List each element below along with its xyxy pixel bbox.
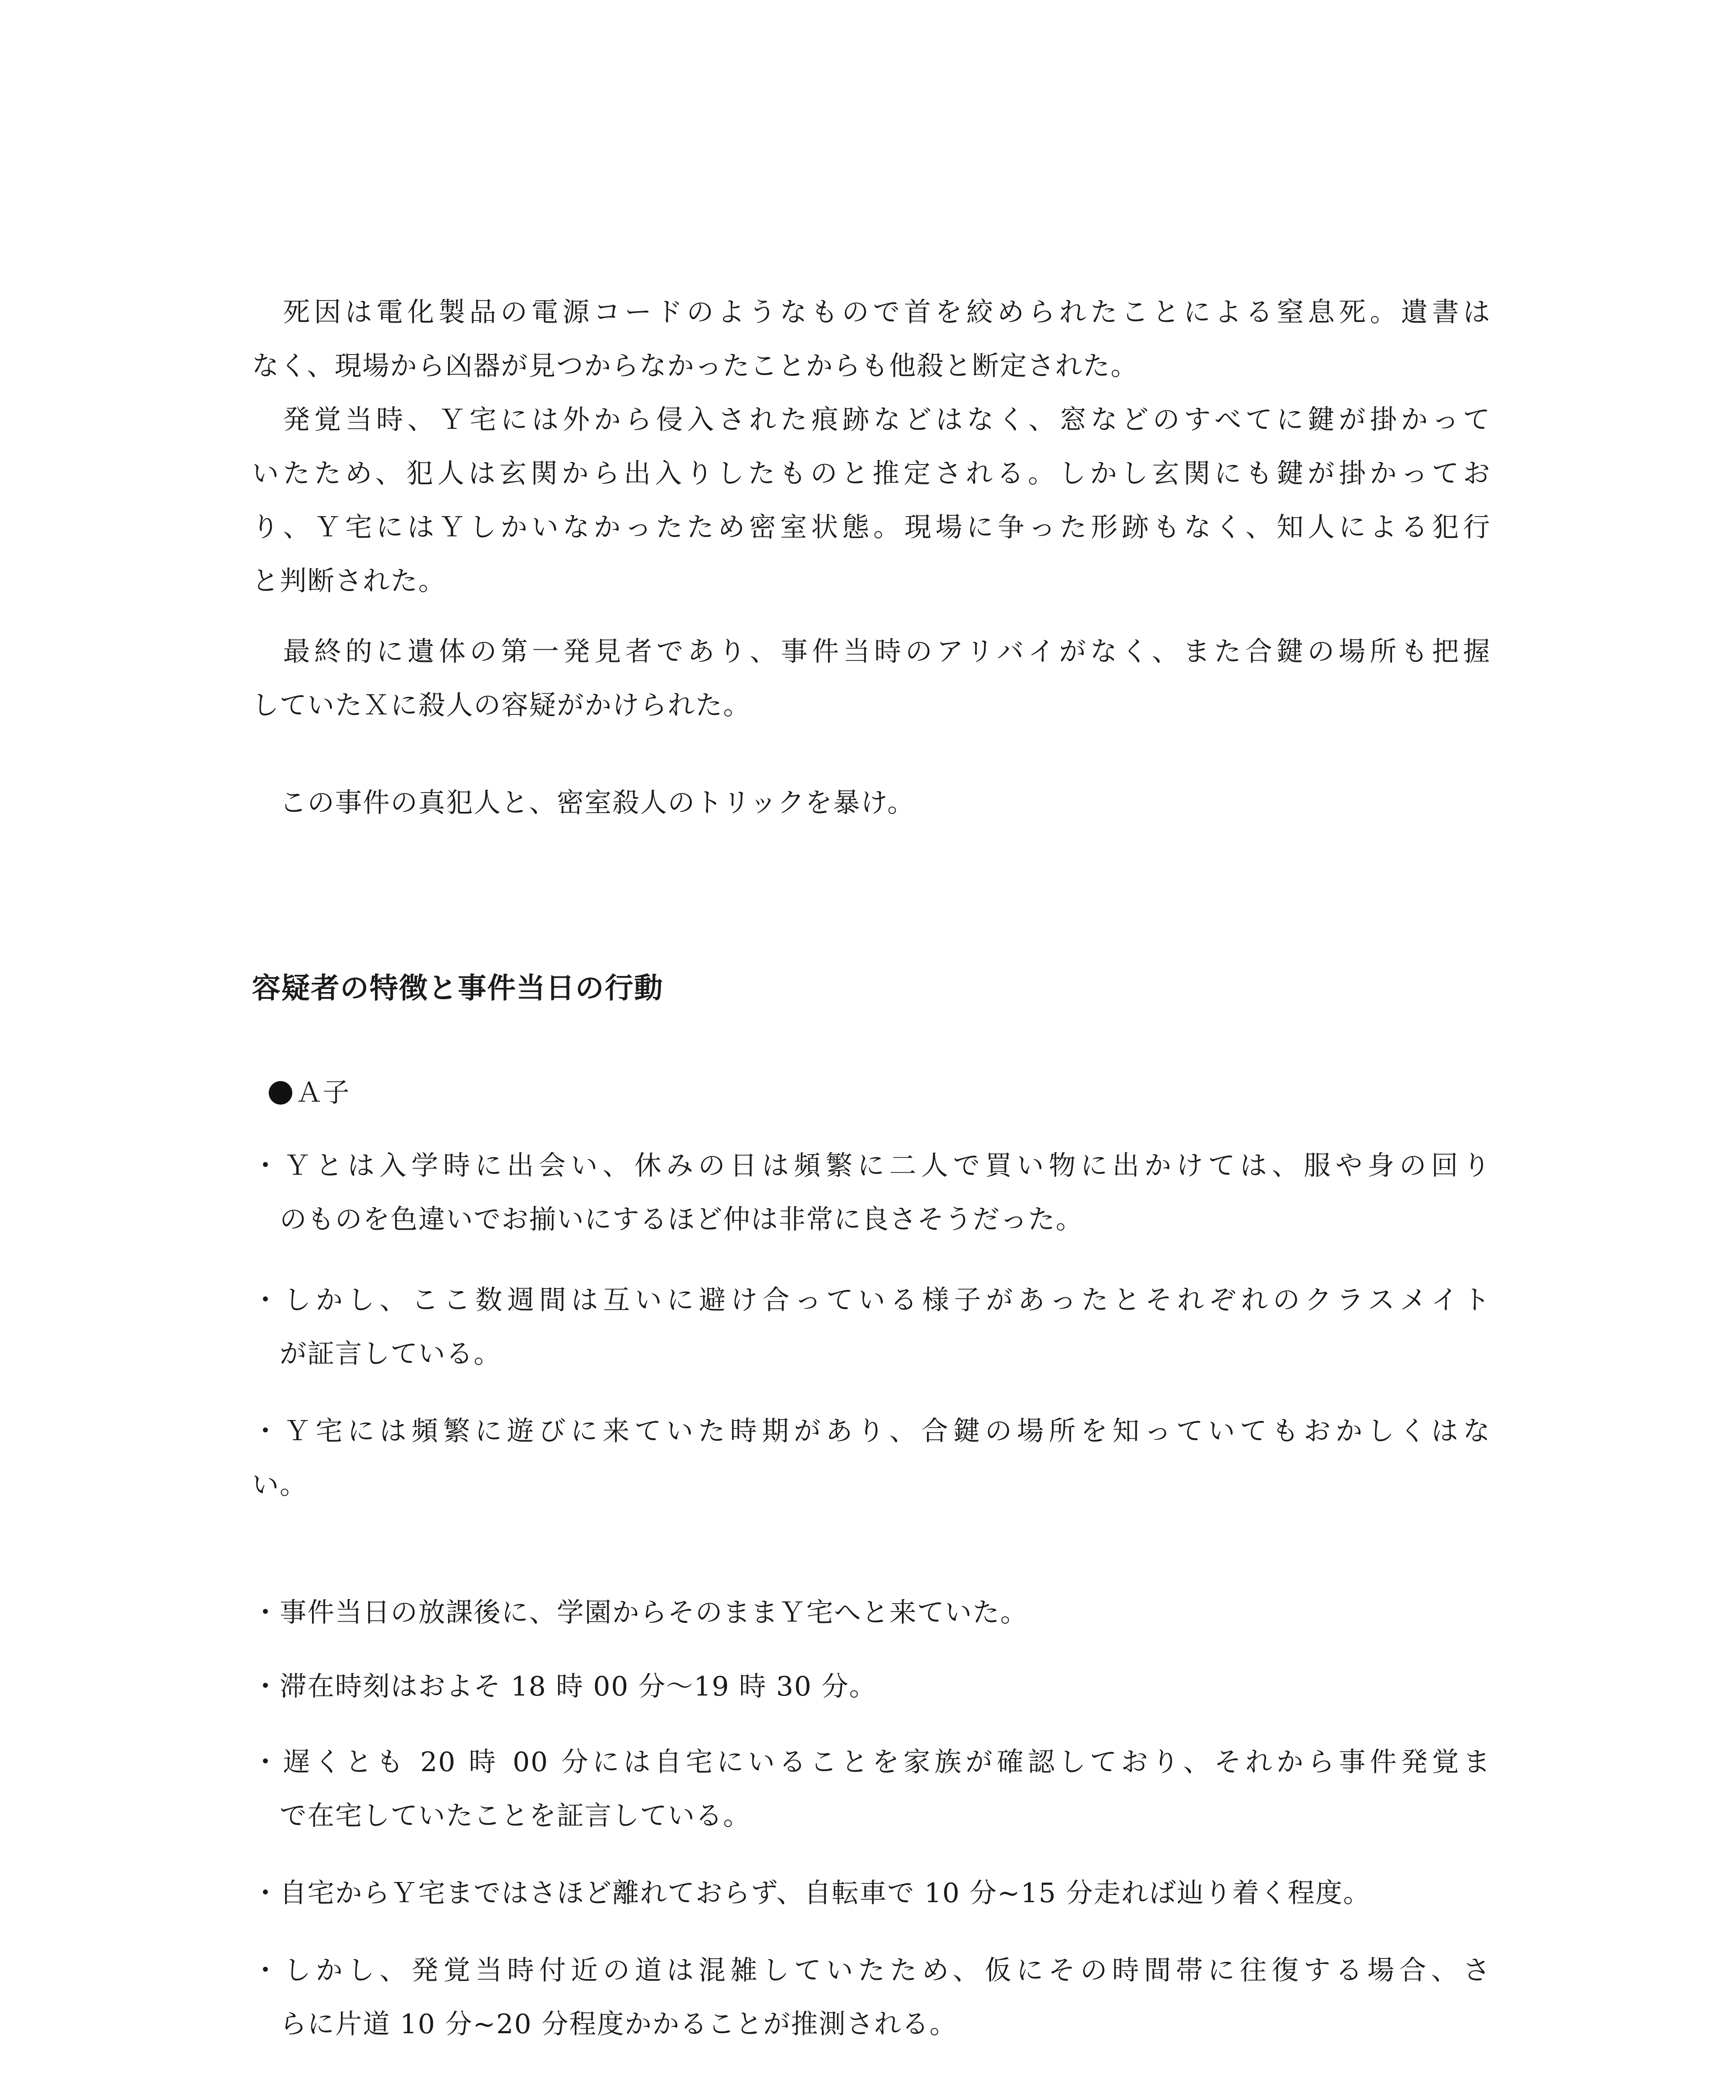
body-text-line: していたＸに殺人の容疑がかけられた。 bbox=[252, 690, 751, 721]
list-item-line: ・Ｙとは入学時に出会い、休みの日は頻繁に二人で買い物に出かけては、服や身の回り bbox=[252, 1150, 1491, 1181]
body-text-line: と判断された。 bbox=[252, 566, 446, 597]
list-item-line: ・事件当日の放課後に、学園からそのままＹ宅へと来ていた。 bbox=[252, 1597, 1028, 1628]
list-item-line: で在宅していたことを証言している。 bbox=[252, 1801, 751, 1832]
list-item-line: ・しかし、発覚当時付近の道は混雑していたため、仮にその時間帯に往復する場合、さ bbox=[252, 1955, 1491, 1986]
list-item-line: が証言している。 bbox=[252, 1339, 501, 1370]
body-text-line: いたため、犯人は玄関から出入りしたものと推定される。しかし玄関にも鍵が掛かってお bbox=[252, 458, 1491, 489]
suspect-name: Ａ子 bbox=[296, 1077, 349, 1108]
list-item-line: ・しかし、ここ数週間は互いに避け合っている様子があったとそれぞれのクラスメイト bbox=[252, 1285, 1491, 1316]
body-text-line: 最終的に遺体の第一発見者であり、事件当時のアリバイがなく、また合鍵の場所も把握 bbox=[252, 636, 1491, 667]
section-heading: 容疑者の特徴と事件当日の行動 bbox=[252, 972, 664, 1005]
body-text-line: り、Ｙ宅にはＹしかいなかったため密室状態。現場に争った形跡もなく、知人による犯行 bbox=[252, 512, 1491, 543]
list-item-line: のものを色違いでお揃いにするほど仲は非常に良さそうだった。 bbox=[252, 1204, 1083, 1235]
list-item-line: らに片道 10 分~20 分程度かかることが推測される。 bbox=[252, 2009, 957, 2040]
list-item-line: ・滞在時刻はおよそ 18 時 00 分〜19 時 30 分。 bbox=[252, 1671, 877, 1702]
list-item-line: い。 bbox=[252, 1470, 307, 1501]
body-text-line: 死因は電化製品の電源コードのようなもので首を絞められたことによる窒息死。遺書は bbox=[252, 297, 1491, 328]
body-text-line: この事件の真犯人と、密室殺人のトリックを暴け。 bbox=[252, 788, 915, 819]
list-item-line: ・Ｙ宅には頻繁に遊びに来ていた時期があり、合鍵の場所を知っていてもおかしくはな bbox=[252, 1416, 1491, 1447]
list-item-line: ・遅くとも 20 時 00 分には自宅にいることを家族が確認しており、それから事件発覚ま bbox=[252, 1747, 1491, 1778]
body-text-line: なく、現場から凶器が見つからなかったことからも他殺と断定された。 bbox=[252, 351, 1138, 382]
body-text-line: 発覚当時、Ｙ宅には外から侵入された痕跡などはなく、窓などのすべてに鍵が掛かって bbox=[252, 404, 1491, 436]
suspect-label bbox=[269, 1079, 349, 1106]
list-item-line: ・自宅からＹ宅まではさほど離れておらず、自転車で 10 分~15 分走れば辿り着く程度。 bbox=[252, 1878, 1371, 1909]
filled-circle-bullet-icon bbox=[269, 1081, 292, 1105]
